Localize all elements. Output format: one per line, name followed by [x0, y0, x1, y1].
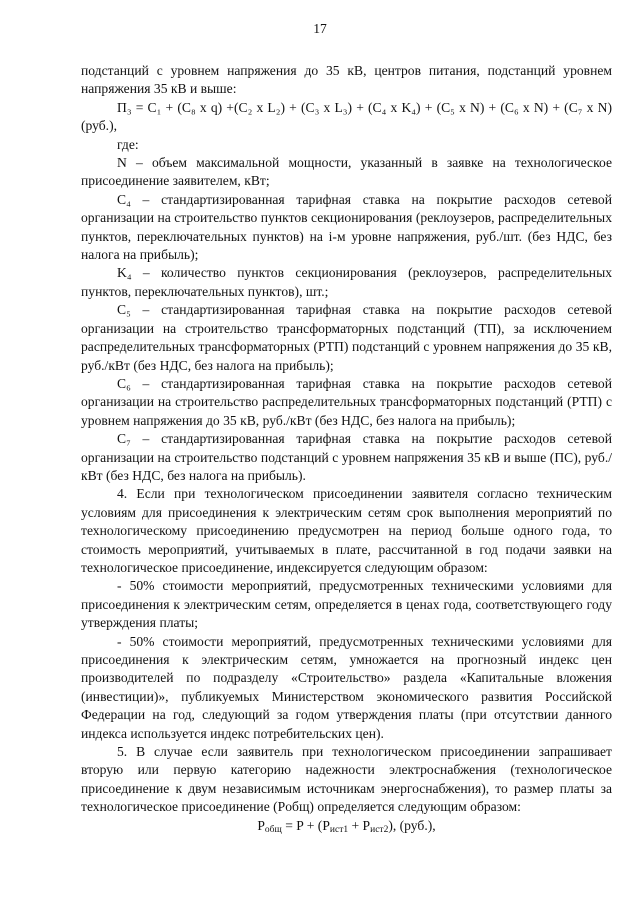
definition-c6: C₆ – стандартизированная тарифная ставка на покрытие расходов сетевой организации на строительство распределительных трансформаторных подстанций (РТП) с уровнем напряжения до 35 кВ, руб./кВт (без НДС, без налога на прибыль); [81, 375, 612, 428]
definition-n: N – объем максимальной мощности, указанный в заявке на технологическое присоединение заявителем, кВт; [81, 155, 612, 189]
paragraph-where: где: [117, 136, 139, 152]
formula-p3: П₃ = C₁ + (C₈ x q) +(C₂ x L₂) + (C₃ x L₃) + (C₄ x K₄) + (C₅ x N) + (C₆ x N) + (C₇ x N) (руб.), [81, 99, 612, 134]
definition-c7: C₇ – стандартизированная тарифная ставка на покрытие расходов сетевой организации на строительство подстанций с уровнем напряжения 35 кВ и выше (ПС), руб./кВт (без НДС, без налога на прибыль). [81, 431, 612, 483]
formula-mid: = P + (P [281, 817, 330, 833]
document-body [81, 62, 612, 835]
definition-c4: C₄ – стандартизированная тарифная ставка на покрытие расходов сетевой организации на строительство пунктов секционирования (реклоузеров, распределительных пунктов, переключательных пунктов) на i-м уровне напряжения, руб./шт. (без НДС, без налога на прибыль); [81, 191, 612, 263]
formula-sub-ist1: ист1 [329, 824, 349, 835]
formula-lhs: P [257, 817, 265, 833]
formula-p-total [81, 817, 612, 835]
definition-k4: K₄ – количество пунктов секционирования (реклоузеров, распределительных пунктов, переключательных пунктов), шт.; [81, 265, 612, 299]
paragraph-intro: подстанций с уровнем напряжения до 35 кВ, центров питания, подстанций уровнем напряжения 35 кВ и выше: [81, 63, 612, 97]
page-number: 17 [313, 21, 327, 36]
formula-plus: + P [348, 817, 371, 833]
paragraph-item-5: 5. В случае если заявитель при технологическом присоединении запрашивает вторую или первую категорию надежности электроснабжения (технологическое присоединение к двум независимым источникам энергоснабжения), то размер платы за технологическое присоединение (Pобщ) определяется следующим образом: [81, 744, 612, 815]
definition-c5: C₅ – стандартизированная тарифная ставка на покрытие расходов сетевой организации на строительство трансформаторных подстанций (ТП), за исключением распределительных трансформаторных (РТП) подстанций с уровнем напряжения до 35 кВ, руб./кВт (без НДС, без налога на прибыль); [81, 302, 612, 373]
formula-lhs-subscript: общ [264, 824, 282, 835]
paragraph-item-4: 4. Если при технологическом присоединении заявителя согласно техническим условиям для присоединения к электрическим сетям срок выполнения мероприятий по технологическому присоединению предусмотрен на период больше одного года, то стоимость мероприятий, учитываемых в плате, рассчитанной в год подачи заявки на технологическое присоединение, индексируется следующим образом: [81, 486, 612, 575]
bullet-50-percent-indexed: - 50% стоимости мероприятий, предусмотренных техническими условиями для присоединения к электрическим сетям, умножается на прогнозный индекс цен производителей по подразделу «Строительство» раздела «Капитальные вложения (инвестиции)», публикуемых Министерством экономического развития Российской Федерации на год, следующий за годом утверждения платы (при отсутствии данного индекса используется индекс потребительских цен). [81, 633, 612, 741]
formula-sub-ist2: ист2 [370, 824, 389, 835]
bullet-50-percent-base: - 50% стоимости мероприятий, предусмотренных техническими условиями для присоединения к электрическим сетям, определяется в ценах года, соответствующего году утверждения платы; [81, 578, 612, 631]
formula-tail: ), (руб.), [388, 817, 436, 833]
